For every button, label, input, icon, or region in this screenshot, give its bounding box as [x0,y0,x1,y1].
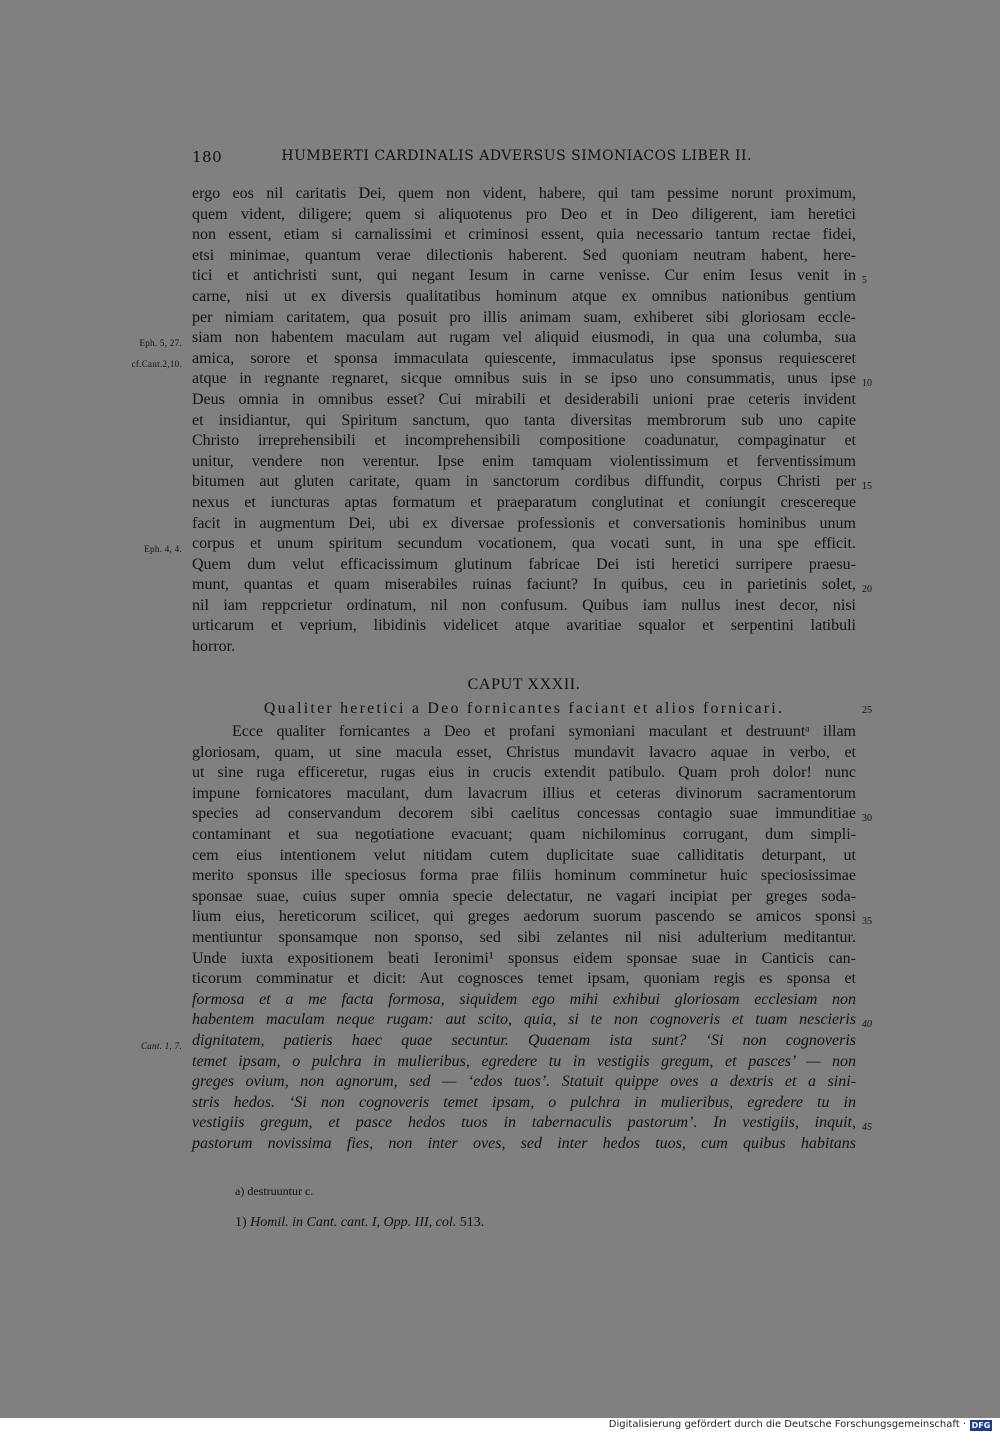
text-line [192,390,856,411]
line-text: carne, nisi ut ex diversis qualitatibus hominum atque ex omnibus nationibus gentium [192,287,856,305]
line-text: Ecce qualiter fornicantes a Deo et profani symoniani maculant et destruuntᵃ illam [232,723,856,740]
line-text: Quem dum velut efficacissimum glutinum fabricae Dei isti heretici surripere praesu- [192,555,856,573]
line-text: gloriosam, quam, ut sine macula esset, Christus mundavit lavacro aquae in verbo, et [192,743,856,761]
line-number: 40 [862,1019,872,1031]
line-text: atque in regnante regnaret, sicque omnibus suis in se ipso uno consummatis, unus ipse [192,370,856,388]
line-text: cem eius intentionem velut nitidam cutem duplicitate suae calliditatis deturpant, ut [192,846,856,864]
text-line [192,555,856,576]
line-number: 25 [862,705,872,716]
line-text: munt, quantas et quam miserabiles ruinas faciunt? In quibus, ceu in parietinis solet, [192,576,856,594]
text-line [192,616,856,637]
line-text: amica, sorore et sponsa immaculata quiescente, immaculatus ipse sponsus requiesceret [192,349,856,367]
line-text: pastorum novissima fies, non inter oves, sed inter hedos tuos, cum quibus habitans [192,1134,856,1152]
text-line [192,763,856,784]
text-line [192,928,856,949]
text-line [192,246,856,267]
line-text: Deus omnia in omnibus esset? Cui mirabili et desiderabili unioni prae ceteris invident [192,390,856,408]
funding-notice: Digitalisierung gefördert durch die Deutsche Forschungsgemeinschaft · [608,1419,966,1430]
line-number: 15 [862,481,872,493]
line-text: non essent, etiam si carnalissimi et criminosi essent, quia necessario tantum rectae fidei, [192,226,856,244]
line-text: stris hedos. ‘Si non cognoveris temet ipsam, o pulchra in mulieribus, egredere tu in [192,1093,856,1111]
margin-reference: Cant. 1, 7. [140,1040,182,1051]
chapter-heading: CAPUT XXXII. [467,676,581,693]
text-line [192,743,856,764]
line-text: sponsae suae, cuius super omnia specie delectatur, ne vagari incipiat per greges soda- [192,887,856,905]
line-number: 45 [862,1122,872,1134]
line-number: 5 [862,275,867,287]
text-line [192,472,872,493]
text-line [192,784,856,805]
text-block-1 [131,184,872,658]
page-number: 180 [192,148,223,166]
line-text: urticarum et veprium, libidinis videlicet atque avaritiae squalor et serpentini latibuli [192,617,856,635]
line-text: merito sponsus ille speciosus forma prae filiis hominum comminetur huic speciosissimae [192,867,856,885]
line-text: horror. [192,638,236,656]
text-line [192,1113,872,1134]
line-number: 35 [862,916,872,928]
text-line [192,804,872,825]
text-line [144,534,856,555]
text-line [192,637,856,658]
text-line [192,287,856,308]
text-line [192,493,856,514]
text-block-2 [140,722,872,1154]
margin-reference: Eph. 4, 4. [144,544,182,555]
line-text: ticorum comminatur et dicit: Aut cognosces temet ipsam, quoniam regis es sponsa et [192,970,856,988]
text-line [192,205,856,226]
text-line [192,411,856,432]
text-line [192,846,856,867]
footnote-a: a) destruuntur c. [235,1184,314,1198]
text-line [192,949,856,970]
text-line [192,1052,856,1073]
text-line [139,328,856,349]
line-text: Christo irreprehensibili et incomprehensibili compositione coadunatur, compaginatur et [192,432,856,450]
line-text: facit in augmentum Dei, ubi ex diversae professionis et conversationis hominibus unum [192,514,856,532]
dfg-logo[interactable]: DFG [971,1421,991,1430]
text-line [131,349,856,370]
text-line [192,969,856,990]
text-line [192,907,872,928]
text-line [192,887,856,908]
chapter-subheading [192,700,872,718]
page-footer [0,1418,1000,1434]
line-text: formosa et a me facta formosa, siquidem ego mihi exhibui gloriosam ecclesiam non [192,990,856,1008]
line-text: bitumen aut gluten caritate, quam in sanctorum cordibus diffundit, corpus Christi per [192,473,856,491]
footnotes [235,1184,484,1247]
text-line [192,431,856,452]
chapter-subheading-text: Qualiter heretici a Deo fornicantes faciant et alios fornicari. [263,700,785,717]
text-line [192,266,867,287]
margin-reference: Eph. 5, 27. [139,338,182,349]
text-line [192,308,856,329]
line-text: vestigiis gregum, et pasce hedos tuos in tabernaculis pastorum’. In vestigiis, inquit, [192,1114,856,1132]
line-number: 20 [862,584,872,596]
line-text: quem vident, diligere; quem si aliquotenus pro Deo et in Deo diligerent, iam heretici [192,205,856,223]
line-text: ut sine ruga efficeretur, rugas eius in crucis extendit patibulo. Quam proh dolor! nunc [192,764,856,782]
line-text: etsi minimae, quantum verae dilectionis haberent. Sed quoniam neutram habent, here- [192,246,856,264]
page-header [192,148,752,168]
line-text: contaminant et sua negotiatione evacuant; quam nichilominus corrugant, dum simpli- [192,825,856,843]
line-text: Unde iuxta expositionem beati Ieronimi¹ sponsus eidem sponsae suae in Canticis can- [192,949,856,967]
text-line [192,825,856,846]
footnote-1-column: 513. [459,1215,485,1230]
line-text: mentiuntur sponsamque non sponso, sed sibi zelantes nil nisi adulterium meditantur. [192,928,856,946]
line-text: nil iam reppcrietur ordinatum, nil non confusum. Quibus iam nullus inest decor, nisi [192,596,856,614]
line-number: 10 [862,378,872,390]
line-text: siam non habentem maculam aut rugam vel aliquid eiusmodi, in qua una columba, sua [192,329,856,347]
footnote-1 [235,1215,484,1231]
line-text: per nimiam caritatem, qua posuit pro illis animam suam, exhiberet sibi gloriosam eccle- [192,308,856,326]
text-line [192,225,856,246]
line-text: species ad conservandum decorem sibi caelitus concessas contagio suae immunditiae [192,805,856,823]
text-line [192,1093,856,1114]
text-line [192,514,856,535]
line-text: lium eius, hereticorum scilicet, qui greges aedorum suorum pascendo se amicos sponsi [192,908,856,926]
text-line [192,990,856,1011]
text-line [192,1072,856,1093]
line-text: unitur, vendere non verentur. Ipse enim tamquam violentissimum et ferventissimum [192,452,856,470]
running-title: HUMBERTI CARDINALIS ADVERSUS SIMONIACOS LIBER II. [281,148,752,164]
line-text: dignitatem, patieris haec quae secuntur. Quaenam ista sunt? ‘Si non cognoveris [192,1031,856,1049]
text-line [192,575,872,596]
margin-reference: cf.Cant.2,10. [131,358,182,369]
footnote-1-citation: Homil. in Cant. cant. I, Opp. III, col. [250,1215,457,1230]
line-text: impune fornicatores maculant, dum lavacrum illius et ceteras divinorum sacramentorum [192,784,856,802]
text-line [192,596,856,617]
line-text: habentem maculam neque rugam: aut scito, quia, si te non cognoveris et tuam nescieris [192,1011,856,1029]
text-line [192,1134,856,1155]
text-line [192,722,856,743]
text-line [192,184,856,205]
text-line [140,1031,856,1052]
footnote-1-number: 1) [235,1215,247,1230]
line-text: et insidiantur, qui Spiritum sanctum, quo tanta diversitas membrorum sub uno capite [192,411,856,429]
line-text: temet ipsam, o pulchra in mulieribus, egredere tu in vestigiis gregum, et pasces’ — non [192,1052,856,1070]
text-line [192,369,872,390]
line-text: tici et antichristi sunt, qui negant Iesum in carne venisse. Cur enim Iesus venit in [192,267,856,285]
text-line [192,1010,872,1031]
line-text: ergo eos nil caritatis Dei, quem non vident, habere, qui tam pessime norunt proximum, [192,185,856,202]
text-line [192,452,856,473]
line-number: 30 [862,813,872,825]
line-text: corpus et unum spiritum secundum vocationem, qua vocati sunt, in una spe efficit. [192,535,856,553]
line-text: greges ovium, non agnorum, sed — ‘edos tuos’. Statuit quippe oves a dextris et a sini- [192,1073,856,1091]
text-line [192,866,856,887]
line-text: nexus et iuncturas aptas formatum et praeparatum conglutinat et coniungit crescereque [192,493,856,511]
